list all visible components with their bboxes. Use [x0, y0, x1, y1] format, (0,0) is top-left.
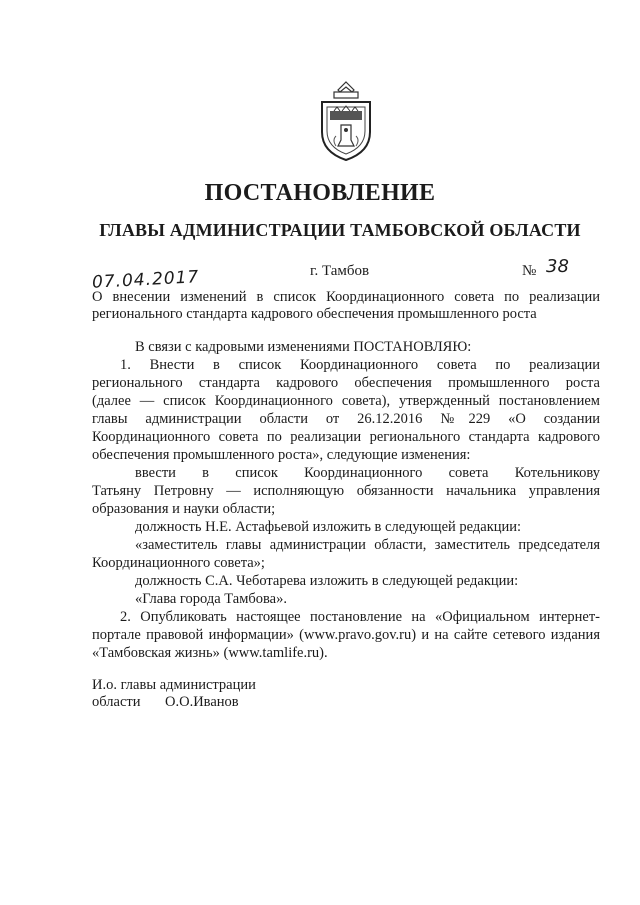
document-number: 38 — [546, 256, 569, 277]
body-line: должность С.А. Чеботарева изложить в следующей редакции: — [135, 573, 519, 589]
coat-of-arms-icon — [316, 80, 376, 162]
body-line: должность Н.Е. Астафьевой изложить в следующей редакции: — [135, 519, 522, 535]
body-line: образования и науки области; — [92, 501, 276, 517]
body-line: 2. Опубликовать настоящее постановление на «Официальном интернет- — [120, 609, 600, 625]
document-date: 07.04.2017 — [91, 267, 200, 293]
body-line: (далее — список Координационного совета), утвержденный постановлением — [92, 393, 600, 409]
body-line: «заместитель главы администрации области, заместитель председателя — [135, 537, 600, 553]
body-line: 1. Внести в список Координационного совета по реализации — [120, 357, 600, 373]
body-line: Координационного совета»; — [92, 555, 265, 571]
document-subtitle: ГЛАВЫ АДМИНИСТРАЦИИ ТАМБОВСКОЙ ОБЛАСТИ — [99, 220, 581, 240]
document-number-label: № — [522, 263, 537, 279]
subject-line-1: О внесении изменений в список Координационного совета по реализации — [92, 289, 600, 305]
body-line: главы администрации области от 26.12.2016 №229 «О создании — [92, 411, 600, 427]
body-line: регионального стандарта кадрового обеспечения промышленного роста — [92, 375, 600, 391]
body-line: портале правовой информации» (www.pravo.gov.ru) и на сайте сетевого издания — [92, 627, 600, 643]
signature-position: И.о. главы администрации — [92, 677, 256, 693]
signature-name: О.О.Иванов — [165, 694, 239, 710]
document-city: г. Тамбов — [310, 263, 370, 279]
preamble: В связи с кадровыми изменениями ПОСТАНОВЛЯЮ: — [135, 339, 472, 355]
body-line: Татьяну Петровну — исполняющую обязанности начальника управления — [92, 483, 600, 499]
document-title: ПОСТАНОВЛЕНИЕ — [204, 180, 436, 206]
subject-line-2: регионального стандарта кадрового обеспечения промышленного роста — [92, 306, 537, 322]
body-line: «Тамбовская жизнь» (www.tamlife.ru). — [92, 645, 328, 661]
body-line: обеспечения промышленного роста», следующие изменения: — [92, 447, 471, 463]
body-line: Координационного совета по реализации регионального стандарта кадрового — [92, 429, 600, 445]
body-line: ввести в список Координационного совета Котельникову — [135, 465, 600, 481]
body-line: «Глава города Тамбова». — [135, 591, 287, 607]
signature-position-2: области — [92, 694, 141, 710]
